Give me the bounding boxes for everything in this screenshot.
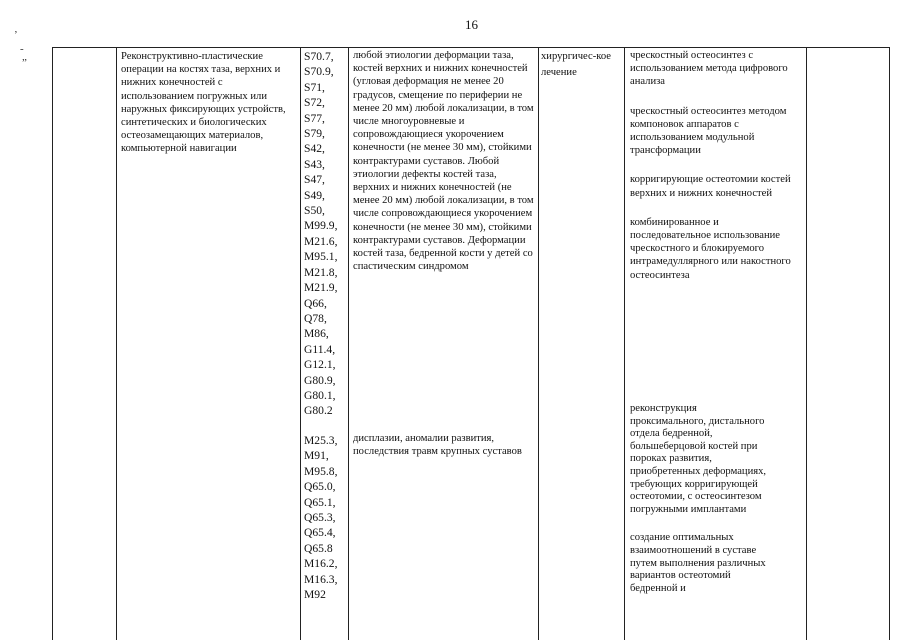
icd-codes-group-1: S70.7, S70.9, S71, S72, S77, S79, S42, S43, S47, S49, S50, M99.9, M21.6, M95.1, M21.8, M21.9, Q66, Q78, M86, G11.4, G12.1, G80.9, G80.1, G80.2 (304, 50, 338, 418)
icd-codes-group-2: M25.3, M91, M95.8, Q65.0, Q65.1, Q65.3, Q65.4, Q65.8 M16.2, M16.3, M92 (304, 434, 338, 602)
procedure-cell: Реконструктивно-пластические операции на костях таза, верхних и нижних конечностей с использованием погружных или наружных фиксирующих устройств, синтетических и биологических остеозамещающих материалов, компьютерной навигации (121, 51, 286, 155)
column-border (624, 47, 625, 640)
column-border (806, 47, 807, 640)
table-top-border (52, 47, 890, 48)
method-entry: комбинированное и последовательное использование чрескостного и блокируемого интрамедуллярного или накостного остеосинтеза (630, 216, 791, 281)
methods-group-1 (630, 49, 802, 298)
margin-mark-1: ’ (14, 29, 18, 41)
diagnosis-cell-2: дисплазии, аномалии развития, последствия травм крупных суставов (353, 433, 522, 458)
method-entry: реконструкция проксимального, дистального отдела бедренной, большеберцовой костей при пороках развития, приобретенных деформациях, требующих корригирующей остеотомии, с остеосинтезом погружными имплантами (630, 403, 767, 515)
column-border (300, 47, 301, 640)
margin-mark-2: - (20, 43, 24, 55)
method-entry: чрескостный остеосинтез методом компоновок аппаратов с использованием модульной трансформации (630, 105, 787, 157)
page-number: 16 (465, 17, 478, 32)
column-border (52, 47, 53, 640)
method-entry: создание оптимальных взаимоотношений в суставе путем выполнения различных вариантов остеотомий бедренной и (630, 532, 766, 594)
treatment-type-cell: хирургичес-кое лечение (541, 51, 611, 78)
column-border (116, 47, 117, 640)
methods-group-2 (630, 403, 770, 595)
column-border (348, 47, 349, 640)
diagnosis-cell-1: любой этиологии деформации таза, костей верхних и нижних конечностей (угловая деформация не менее 20 градусов, смещение по периферии не менее 20 мм) любой локализации, в том числе многоуровневые и сопровождающиеся укорочением конечности (не менее 30 мм), стойкими контрактурами суставов. Любой этиологии дефекты костей таза, верхних и нижних конечностей (не менее 20 мм) любой локализации, в том числе сопровождающиеся укорочением конечности (не менее 30 мм), стойкими контрактурами суставов. Деформации костей таза, бедренной кости у детей со спастическим синдромом (353, 50, 534, 273)
method-entry: чрескостный остеосинтез с использованием метода цифрового анализа (630, 50, 788, 88)
column-border (538, 47, 539, 640)
margin-mark-3: ” (22, 57, 27, 69)
column-border (889, 47, 890, 640)
method-entry: корригирующие остеотомии костей верхних и нижних конечностей (630, 174, 791, 199)
